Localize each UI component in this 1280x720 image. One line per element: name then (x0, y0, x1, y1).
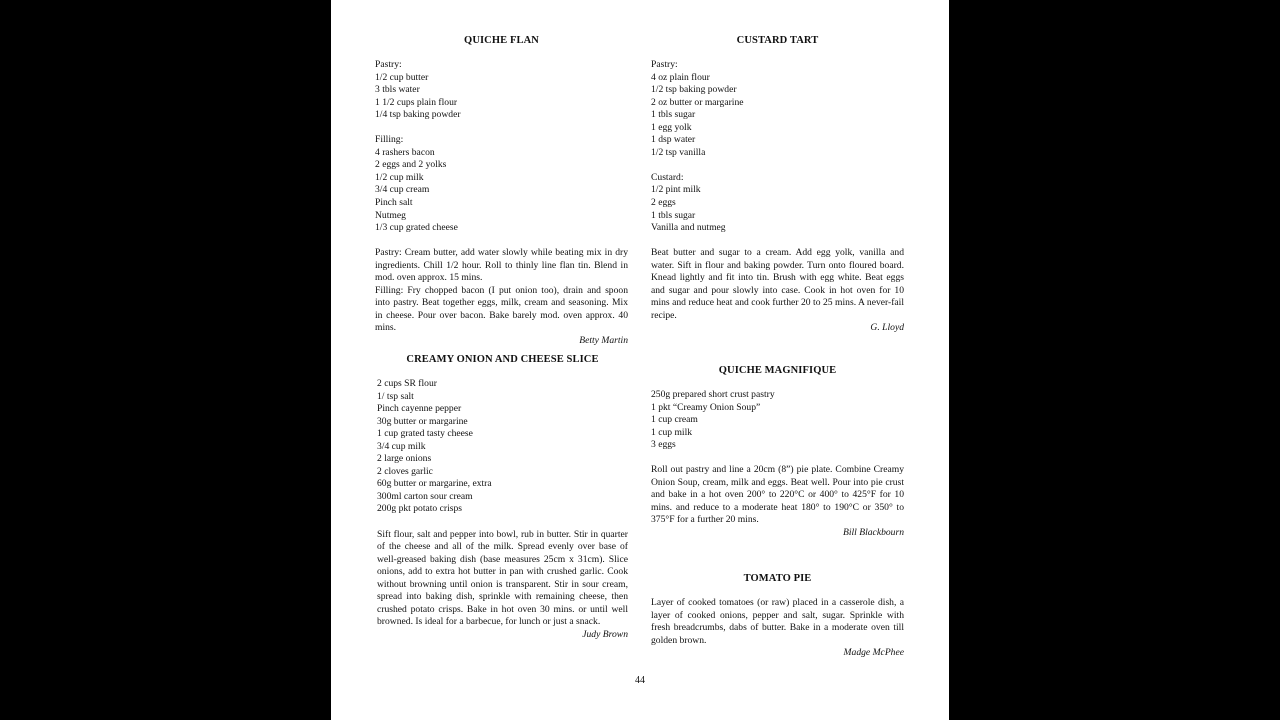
ingredient: 60g butter or margarine, extra (377, 478, 492, 490)
ingredient-list (377, 378, 628, 529)
recipe-title: CREAMY ONION AND CHEESE SLICE (406, 354, 599, 365)
ingredient: 1 tbls sugar (651, 109, 696, 121)
cookbook-page (331, 0, 949, 720)
ingredient: 1/2 cup butter (375, 71, 429, 83)
ingredient: 30g butter or margarine (377, 415, 468, 427)
method-paragraph: Pastry: Cream butter, add water slowly while beating mix in dry ingredients. Chill 1/2 hour. Roll to thinly line flan tin. Blend in mod. oven approx. 15 mins. (375, 247, 628, 284)
recipe-author: Madge McPhee (843, 647, 904, 659)
ingredient: 2 oz butter or margarine (651, 96, 744, 108)
ingredient: 1/ tsp salt (377, 390, 414, 402)
recipe-tomato-pie (651, 572, 904, 660)
method-text (377, 529, 628, 629)
ingredient: 1/2 cup milk (375, 171, 424, 183)
ingredient: 2 cloves garlic (377, 465, 433, 477)
method-text (375, 247, 628, 335)
recipe-title: QUICHE MAGNIFIQUE (718, 365, 837, 376)
ingredient: 2 eggs and 2 yolks (375, 159, 447, 171)
ingredient: 1 1/2 cups plain flour (375, 96, 458, 108)
ingredient: Nutmeg (375, 209, 406, 221)
ingredient: Vanilla and nutmeg (651, 222, 726, 234)
ingredient: 1/3 cup grated cheese (375, 222, 458, 234)
ingredient: 1 tbls sugar (651, 209, 696, 221)
method-paragraph: Sift flour, salt and pepper into bowl, rub in butter. Stir in quarter of the cheese and all of the milk. Spread evenly over base of well-greased baking dish (base measures 25cm x 31cm). Slice onions, add to extra hot butter in pan with crushed garlic. Cook without browning until onion is transparent. Stir in sour cream, spread into baking dish, sprinkle with remaining cheese, then crushed potato crisps. Bake in hot oven 30 mins. or until well browned. Is ideal for a barbecue, for lunch or just a snack. (377, 528, 628, 628)
recipe-author: Judy Brown (582, 628, 628, 640)
recipe-quiche-magnifique (651, 364, 904, 539)
ingredient: 2 eggs (651, 196, 676, 208)
ingredient: 1 pkt “Creamy Onion Soup” (651, 401, 761, 413)
recipe-author: Bill Blackbourn (842, 526, 904, 538)
section-label: Custard: (651, 171, 684, 183)
ingredient-list (651, 59, 904, 247)
ingredient: 1 egg yolk (651, 121, 692, 133)
method-paragraph: Layer of cooked tomatoes (or raw) placed in a casserole dish, a layer of cooked onions, pepper and salt, sugar. Sprinkle with fresh breadcrumbs, dabs of butter. Bake in a moderate oven till golden brown. (651, 597, 904, 646)
ingredient: 250g prepared short crust pastry (651, 389, 775, 400)
section-label: Pastry: (375, 59, 402, 70)
ingredient: 1 cup grated tasty cheese (377, 428, 473, 440)
ingredient: 3/4 cup cream (375, 184, 430, 196)
ingredient: 1 dsp water (651, 134, 696, 146)
recipe-title: QUICHE FLAN (464, 35, 539, 46)
ingredient: 1/2 pint milk (651, 184, 701, 196)
recipe-author: Betty Martin (579, 334, 628, 346)
method-text (651, 597, 904, 647)
ingredient: 300ml carton sour cream (377, 490, 473, 502)
ingredient: Pinch salt (375, 196, 413, 208)
ingredient-list (651, 389, 904, 464)
ingredient: 2 large onions (377, 453, 432, 465)
method-text (651, 464, 904, 527)
ingredient-list (375, 59, 628, 247)
ingredient: 1/4 tsp baking powder (375, 109, 461, 121)
ingredient: 4 rashers bacon (375, 146, 435, 158)
section-label: Pastry: (651, 59, 678, 70)
ingredient: 3/4 cup milk (377, 440, 426, 452)
page-number: 44 (635, 675, 645, 686)
ingredient: 3 tbls water (375, 84, 420, 96)
ingredient: 1/2 tsp vanilla (651, 146, 706, 158)
recipe-title: CUSTARD TART (736, 35, 819, 46)
recipe-creamy-onion-cheese-slice (377, 353, 628, 641)
method-paragraph: Beat butter and sugar to a cream. Add egg yolk, vanilla and water. Sift in flour and baking powder. Turn onto floured board. Knead lightly and fit into tin. Brush with egg white. Beat eggs and sugar and pour slowly into case. Cook in hot oven for 10 mins and reduce heat and cook further 20 to 25 mins. A never-fail recipe. (651, 247, 904, 321)
ingredient: 200g pkt potato crisps (377, 503, 463, 515)
method-paragraph: Filling: Fry chopped bacon (I put onion too), drain and spoon into pastry. Beat together eggs, milk, cream and seasoning. Mix in cheese. Pour over bacon. Bake barely mod. oven approx. 40 mins. (375, 284, 628, 334)
ingredient: 3 eggs (651, 439, 676, 451)
ingredient: 1 cup milk (651, 426, 693, 438)
ingredient: 1 cup cream (651, 414, 698, 426)
ingredient: Pinch cayenne pepper (377, 403, 462, 415)
section-label: Filling: (375, 134, 404, 146)
recipe-title: TOMATO PIE (743, 573, 812, 584)
ingredient: 2 cups SR flour (377, 378, 437, 389)
recipe-author: G. Lloyd (870, 322, 904, 334)
ingredient: 1/2 tsp baking powder (651, 84, 737, 96)
recipe-quiche-flan (375, 34, 628, 347)
method-text (651, 247, 904, 322)
ingredient: 4 oz plain flour (651, 71, 710, 83)
method-paragraph: Roll out pastry and line a 20cm (8”) pie plate. Combine Creamy Onion Soup, cream, milk and eggs. Beat well. Pour into pie crust and bake in a hot oven 200° to 220°C or 400° to 425°F for 10 mins. and reduce to a moderate heat 180° to 190°C or 350° to 375°F for a further 20 mins. (651, 464, 904, 526)
recipe-custard-tart (651, 34, 904, 335)
